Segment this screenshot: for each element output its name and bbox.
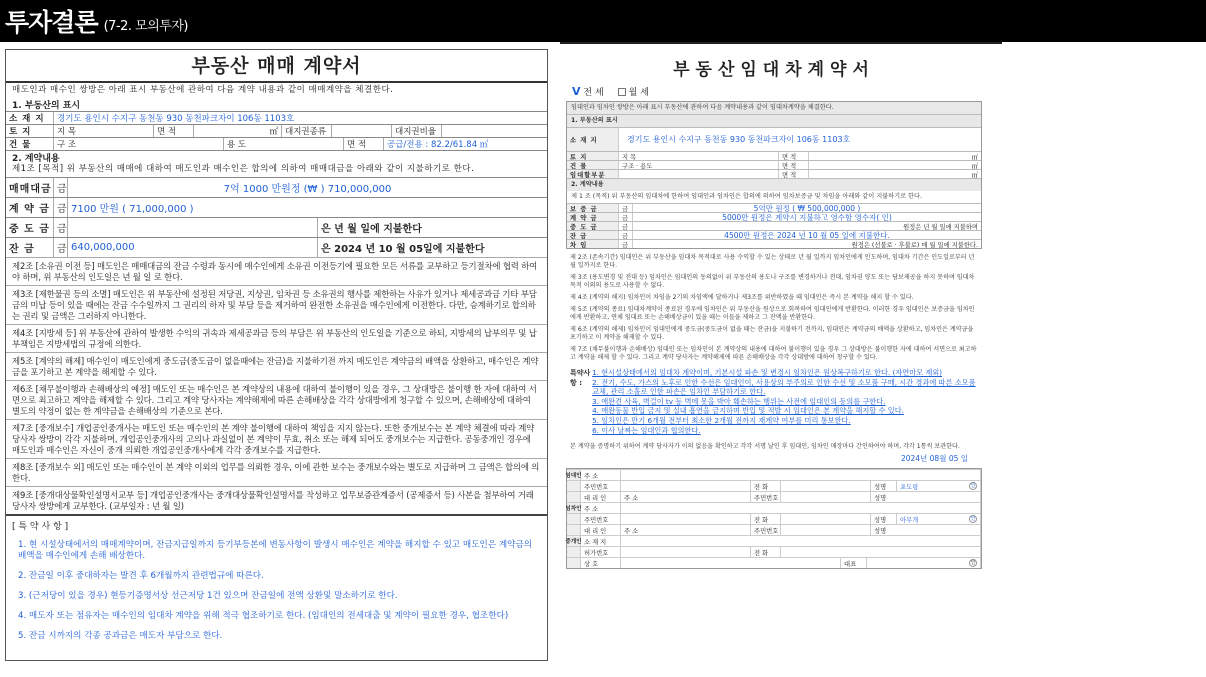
tenant-id-label: 주민번호	[581, 514, 621, 524]
sale-clause: 제6조 [채무불이행과 손해배상의 예정] 매도인 또는 매수인은 본 계약상의 내용에 대하여 불이행이 있을 경우, 그 상대방은 불이행 한 자에 대하여 서면으로 최고하고 계약을 해제할 수 있다. 그리고 계약 당사자는 계약해제에 따른 손해배상을 각각 상대방에게 청구할 수 있으며, 손해배상에 대하여 별도의 약정이 없는 한 계약금을 손해배상의 기준으로 본다.	[6, 380, 547, 419]
sale-special-item: 5. 잔금 시까지의 각종 공과금은 매도자 부담으로 한다.	[18, 631, 223, 641]
lease-building-area: 면 적	[779, 161, 809, 169]
lease-part-label: 임대할부분	[567, 170, 619, 178]
landlord-id-value	[621, 481, 751, 491]
lease-location-label: 소 재 지	[567, 128, 619, 151]
checkbox-icon	[618, 88, 626, 96]
lease-deposit-label: 보 증 금	[567, 204, 619, 212]
tenant-id-value	[621, 514, 751, 524]
lease-clauses	[566, 252, 982, 364]
building-area-value: 공급/전용 : 82.2/61.84 ㎡	[387, 140, 489, 150]
lease-property-box	[566, 101, 982, 249]
page-title: 투자결론	[5, 8, 98, 37]
lease-building-label: 건 물	[567, 161, 619, 169]
sale-clause1: 제1조 [목적] 위 부동산의 매매에 대하여 매도인과 매수인은 합의에 의하여 매매대금을 아래와 같이 지불하기로 한다.	[12, 164, 475, 174]
price-prefix: 금	[54, 178, 68, 197]
header-rule	[560, 42, 1002, 44]
broker-license-value	[621, 547, 751, 557]
balance-value: 640,000,000	[68, 238, 318, 257]
lease-part-value	[619, 170, 779, 178]
lease-deposit-prefix: 금	[619, 204, 633, 212]
broker-rep-label: 대표	[841, 558, 867, 568]
lease-building-unit: ㎡	[971, 162, 978, 169]
price-value: 7억 1000 만원정 (₩ ) 710,000,000	[223, 184, 392, 195]
wolse-option[interactable]	[618, 85, 649, 98]
tenant-side	[567, 503, 581, 513]
tenant-agent-address: 주 소	[621, 525, 751, 535]
landlord-name-value: 포도링	[900, 483, 919, 491]
sale-price-row	[6, 177, 547, 197]
tenant-phone-label: 전 화	[751, 514, 781, 524]
sale-clause: 제5조 [계약의 해제] 매수인이 매도인에게 중도금(중도금이 없을때에는 잔금)을 지불하기전 까지 매도인은 계약금의 배액을 상환하고, 매수인은 계약금을 포기하고 본 계약을 해제할 수 있다.	[6, 352, 547, 380]
jeonse-label: 전 세	[583, 88, 604, 98]
lease-rent-label: 차 임	[567, 240, 619, 248]
lease-special-item: 6. 이사 날짜는 임대인과 협의한다.	[592, 425, 701, 435]
broker-rep-seal	[867, 558, 981, 568]
landlord-address-label: 주 소	[581, 470, 621, 480]
building-use: 용 도	[224, 138, 344, 150]
lease-special-item: 1. 현시설상태에서의 임대차 계약이며, 기본시설 파손 및 변경시 임차인은 원상복구하기로 한다. (자연마모 제외)	[592, 368, 943, 377]
broker-phone-label: 전 화	[751, 547, 781, 557]
tenant-address-value	[621, 503, 981, 513]
tenant-agent-name: 성명	[871, 525, 981, 535]
lease-special-item: 2. 전기, 수도, 가스의 노후로 인한 수선은 임대인이, 사용상의 부주의로 인한 수선 및 소모품 구매, 시간 경과에 따른 소모품 교체, 관리 소홀로 인한 파손은 임차인 부담하기로 한다.	[592, 377, 976, 397]
lease-clause: 제 3조 (용도변경 및 전대 등) 임차인은 임대인의 동의없이 위 부동산의 용도나 구조를 변경하거나 전대, 임차권 양도 또는 담보제공을 하지 못하며 임대차 목적 이외의 용도로 사용할 수 없다.	[570, 274, 975, 289]
lease-deposit-value: 5억만 원정 ( ₩ 500,000,000 )	[753, 204, 861, 212]
building-structure: 구 조	[54, 138, 224, 150]
lease-date: 2024년 08월 05 일	[900, 454, 968, 464]
lease-balance-row	[567, 230, 981, 239]
sale-special-item: 1. 현 시설상태에서의 매매계약이며, 잔금지급일까지 등기부등본에 변동사항이 발생시 매수인은 계약을 해지할 수 있고 매도인은 계약금의 배액을 매수인에게 손해 배상한다.	[18, 540, 533, 561]
sale-special-item: 2. 잔금일 이후 중대하자는 발견 후 6개월까지 관련법규에 따른다.	[18, 571, 264, 581]
seal-icon: 인	[970, 516, 976, 523]
tenant-name	[897, 514, 981, 524]
tenant-phone-value	[781, 514, 871, 524]
lease-contract	[566, 56, 982, 666]
balance-prefix: 금	[54, 238, 68, 257]
broker-side-spacer	[567, 558, 581, 568]
lease-special-terms	[566, 364, 982, 439]
broker-office-row	[567, 535, 981, 546]
lease-rent-row	[567, 239, 981, 248]
land-right-type-value	[332, 125, 392, 137]
lease-clause: 제 4조 (계약의 해지) 임차인이 차임을 2기의 차임액에 달하거나 제3조를 위반하였을 때 임대인은 즉시 본 계약을 해지 할 수 있다.	[570, 294, 914, 301]
middle-prefix: 금	[54, 218, 68, 237]
seal-icon: 인	[970, 483, 976, 490]
sale-section2: 2. 계약내용	[6, 150, 547, 164]
land-jimok: 지 목	[54, 125, 154, 137]
lease-middle-label: 중 도 금	[567, 222, 619, 230]
broker-company-row	[567, 557, 981, 568]
lease-clause: 제 5조 (계약의 종료) 임대차계약이 종료된 경우에 임차인은 위 부동산을 원상으로 회복하여 임대인에게 반환한다. 이러한 경우 임대인은 보증금을 임차인에게 반환하고, 연체 임대료 또는 손해배상금이 있을 때는 이들을 제하고 그 잔액을 반환한다.	[570, 306, 975, 321]
lease-special-label: 특약사항 :	[570, 369, 591, 387]
middle-value	[68, 218, 318, 237]
lease-balance-value: 4500만 원정은 2024 년 10 월 05 일에 지불한다.	[724, 231, 890, 239]
broker-company-label: 상 호	[581, 558, 621, 568]
lease-location-row	[567, 127, 981, 151]
lease-section1: 1. 부동산의 표시	[567, 114, 981, 127]
location-value: 경기도 용인시 수지구 동천동 930 동천파크자이 106동 1103호	[57, 114, 295, 124]
sale-contract	[5, 49, 548, 661]
lease-land-unit: ㎡	[971, 153, 978, 160]
page-header	[0, 0, 1206, 42]
lease-clause1: 제 1 조 (목적) 위 부동산의 임대차에 한하여 임대인과 임차인은 합의에 의하여 임차보증금 및 차임을 아래와 같이 지불하기로 한다.	[571, 193, 922, 200]
landlord-phone-label: 전 화	[751, 481, 781, 491]
lease-section2: 2. 계약내용	[567, 178, 981, 191]
check-icon: V	[572, 85, 581, 98]
lease-intro: 임대인과 임차인 쌍방은 아래 표시 부동산에 관하여 다음 계약내용과 같이 임대차계약을 체결한다.	[567, 102, 981, 114]
landlord-agent-id-value	[781, 492, 871, 502]
land-right-ratio-value	[442, 125, 547, 137]
balance-suffix: 은 2024 년 10 월 05일에 지불한다	[321, 244, 485, 255]
broker-company-value	[621, 558, 841, 568]
lease-rent-prefix: 금	[619, 240, 633, 248]
lease-structure: 구조 · 용도	[619, 161, 779, 169]
broker-office-value	[621, 536, 981, 546]
sale-contract-title: 부동산 매매 계약서	[6, 50, 547, 83]
middle-label: 중 도 금	[6, 218, 54, 237]
lease-special-item: 3. 애완견 사육, 벽걸이 tv 등 벽에 못을 박아 훼손하는 행위는 사전에 임대인의 동의를 구한다.	[592, 396, 886, 406]
sale-section1: 1. 부동산의 표시	[12, 101, 81, 111]
landlord-agent-row	[567, 491, 981, 502]
tenant-agent-label: 대 리 인	[581, 525, 621, 535]
lease-signature-table	[566, 468, 982, 569]
sale-deposit-row	[6, 197, 547, 217]
sale-clause: 제2조 [소유권 이전 등] 매도인은 매매대금의 잔금 수령과 동시에 매수인에게 소유권 이전등기에 필요한 모든 서류를 교부하고 등기절차에 협력 하여야 하며, 위 부동산의 인도일은 년 월 일 로 한다.	[6, 257, 547, 285]
landlord-phone-value	[781, 481, 871, 491]
landlord-id-label: 주민번호	[581, 481, 621, 491]
landlord-address-value	[621, 470, 981, 480]
broker-license-row	[567, 546, 981, 557]
land-label: 토 지	[6, 125, 54, 137]
broker-side-label: 중개인	[565, 539, 582, 546]
lease-middle-row	[567, 221, 981, 230]
land-area-unit: ㎡	[194, 125, 282, 137]
sale-middle-row	[6, 217, 547, 237]
tenant-address-label: 주 소	[581, 503, 621, 513]
landlord-side-spacer	[567, 492, 581, 502]
broker-side-spacer	[567, 547, 581, 557]
sale-special-header: [ 특 약 사 항 ]	[12, 522, 69, 532]
lease-contract-value: 5000만 원정은 계약시 지불하고 영수함 영수자( 인)	[722, 213, 892, 221]
balance-label: 잔 금	[6, 238, 54, 257]
sale-special-item: 3. (근저당이 있을 경우) 현등기증명서상 선근저당 1건 있으며 잔금일에 전액 상환및 말소하기로 한다.	[18, 591, 398, 601]
landlord-id-row	[567, 480, 981, 491]
sale-clauses	[6, 257, 547, 514]
building-area-label: 면 적	[344, 138, 384, 150]
sale-special-item: 4. 매도자 또는 점유자는 매수인의 임대차 계약을 위해 적극 협조하기로 한다. (임대인의 전세대출 및 계약이 필요한 경우, 협조한다)	[18, 611, 509, 621]
tenant-name-value: 아무개	[900, 516, 919, 524]
lease-contract-prefix: 금	[619, 213, 633, 221]
sale-balance-row	[6, 237, 547, 257]
tenant-id-row	[567, 513, 981, 524]
sale-special-terms	[6, 514, 547, 654]
lease-type-checkboxes	[572, 85, 982, 98]
lease-building-row	[567, 160, 981, 169]
building-label: 건 물	[6, 138, 54, 150]
tenant-side-spacer	[567, 514, 581, 524]
tenant-side-spacer	[567, 525, 581, 535]
lease-balance-prefix: 금	[619, 231, 633, 239]
landlord-agent-address: 주 소	[621, 492, 751, 502]
broker-office-label: 소 재 지	[581, 536, 621, 546]
deposit-value: 7100 만원 ( 71,000,000 )	[71, 204, 194, 215]
lease-part-unit: ㎡	[971, 171, 978, 178]
sale-clause: 제8조 [중개보수 외] 매도인 또는 매수인이 본 계약 이외의 업무를 의뢰한 경우, 이에 관한 보수는 중개보수와는 별도로 지급하며 그 금액은 합의에 의한다.	[6, 458, 547, 486]
lease-part-row	[567, 169, 981, 178]
tenant-side-label: 임차인	[565, 506, 582, 513]
lease-special-item: 5. 임차인은 만기 6개월 전부터 최소한 2개월 전까지 재계약 여부를 미리 통보한다.	[592, 415, 851, 425]
sale-location-row	[6, 111, 547, 124]
middle-suffix: 은 년 월 일에 지불한다	[321, 224, 422, 235]
landlord-agent-id: 주민번호	[751, 492, 781, 502]
lease-contract-label: 계 약 금	[567, 213, 619, 221]
broker-phone-value	[781, 547, 981, 557]
landlord-side	[567, 470, 581, 480]
price-label: 매매대금	[6, 178, 54, 197]
sale-intro: 매도인과 매수인 쌍방은 아래 표시 부동산에 관하여 다음 계약 내용과 같이 매매계약을 체결한다.	[12, 85, 394, 95]
landlord-agent-name: 성명	[871, 492, 981, 502]
sale-building-row	[6, 137, 547, 150]
landlord-agent-label: 대 리 인	[581, 492, 621, 502]
lease-rent-value: 원정은 (선불로 · 후불로) 매 월 일에 지불한다.	[851, 241, 978, 248]
lease-middle-value: 원정은 년 월 일에 지불하며	[903, 223, 978, 230]
location-label: 소 재 지	[6, 112, 54, 124]
wolse-label: 월 세	[628, 88, 649, 98]
lease-contract-row	[567, 212, 981, 221]
lease-clause: 제 2조 (존속기간) 임대인은 위 부동산을 임대차 목적대로 사용 수익할 수 있는 상태로 년 월 일까지 임차인에게 인도하며, 임대차 기간은 인도일로부터 년 월 일까지로 한다.	[570, 254, 975, 269]
broker-side	[567, 536, 581, 546]
sale-clause: 제4조 [지방세 등] 위 부동산에 관하여 발생한 수익의 귀속과 제세공과금 등의 부담은 위 부동산의 인도일을 기준으로 하되, 지방세의 납부의무 및 납부책임은 지방세법의 규정에 의한다.	[6, 324, 547, 352]
page-subtitle: (7-2. 모의투자)	[103, 18, 188, 34]
lease-land-row	[567, 151, 981, 160]
lease-special-item: 4. 애완동물 반입 금지 및 실내 흡연을 금지하며 반입 및 적발 시 임대인은 본 계약을 해지할 수 있다.	[592, 406, 904, 416]
lease-location-value: 경기도 용인시 수지구 동천동 930 동천파크자이 106동 1103호	[627, 135, 851, 144]
lease-part-area: 면 적	[779, 170, 809, 178]
seal-icon: 인	[970, 560, 976, 567]
lease-balance-label: 잔 금	[567, 231, 619, 239]
tenant-agent-id-value	[781, 525, 871, 535]
jeonse-option[interactable]	[572, 85, 604, 98]
tenant-agent-id: 주민번호	[751, 525, 781, 535]
landlord-name-label: 성명	[871, 481, 897, 491]
lease-proof: 본 계약을 증명하기 위하여 계약 당사자가 이의 없음을 확인하고 각각 서명 날인 후 임대인, 임차인 매장마다 간인하여야 하며, 각각 1통씩 보관한다.	[570, 443, 960, 451]
deposit-label: 계 약 금	[6, 198, 54, 217]
broker-license-label: 허가번호	[581, 547, 621, 557]
sale-clause: 제9조 [중개대상물확인설명서교부 등] 개업공인중개사는 중개대상물확인설명서를 작성하고 업무보증관계증서 (공제증서 등) 사본을 첨부하여 거래당사자 쌍방에게 교부한다. (교부일자 : 년 월 일)	[6, 486, 547, 514]
landlord-name	[897, 481, 981, 491]
landlord-side-label: 임대인	[565, 473, 582, 480]
lease-middle-prefix: 금	[619, 222, 633, 230]
deposit-prefix: 금	[54, 198, 68, 217]
tenant-name-label: 성명	[871, 514, 897, 524]
landlord-address-row	[567, 469, 981, 480]
land-right-ratio: 대지권비율	[392, 125, 442, 137]
lease-clause: 제 6조 (계약의 해제) 임차인이 임대인에게 중도금(중도금이 없을 때는 잔금)을 지불하기 전까지, 임대인은 계약금의 배액을 상환하고, 임차인은 계약금을 포기하고 이 계약을 해제할 수 있다.	[570, 326, 974, 341]
tenant-address-row	[567, 502, 981, 513]
lease-land-label: 토 지	[567, 152, 619, 160]
lease-jimok: 지 목	[619, 152, 779, 160]
sale-land-row	[6, 124, 547, 137]
lease-contract-title: 부동산임대차계약서	[673, 60, 875, 80]
landlord-side-spacer	[567, 481, 581, 491]
land-right-type: 대지권종류	[282, 125, 332, 137]
lease-land-area: 면 적	[779, 152, 809, 160]
sale-clause: 제7조 [중개보수] 개업공인중개사는 매도인 또는 매수인의 본 계약 불이행에 대하여 책임을 지지 않는다. 또한 중개보수는 본 계약 체결에 따라 계약 당사자 쌍방이 각각 지불하며, 개업공인중개사의 고의나 과실없이 본 계약이 무효, 취소 또는 해제 되어도 중개보수는 지급한다. 공동중개인 경우에 매도인과 매수인은 자신이 중개 의뢰한 개업공인중개사에게 각각 중개보수를 지급한다.	[6, 419, 547, 458]
land-area-label: 면 적	[154, 125, 194, 137]
sale-clause: 제3조 [제한물권 등의 소멸] 매도인은 위 부동산에 설정된 저당권, 지상권, 임차권 등 소유권의 행사를 제한하는 사유가 있거나 제세공과금 기타 부담금의 미납 등이 있을 때에는 잔금 수수일까지 그 권리의 하자 및 부담 등을 제거하여 완전한 소유권을 매수인에게 이전한다. 다만, 승계하기로 합의하는 권리 및 금액은 그러하지 아니한다.	[6, 285, 547, 324]
lease-special-items	[592, 368, 978, 435]
tenant-agent-row	[567, 524, 981, 535]
lease-deposit-row	[567, 203, 981, 212]
lease-clause: 제 7조 (채무불이행과 손해배상) 임대인 또는 임차인이 본 계약상의 내용에 대하여 불이행이 있을 경우 그 상대방은 불이행한 자에 대하여 서면으로 최고하고 계약을 해제 할 수 있다. 그리고 계약 당사자는 계약해제에 따른 손해배상을 각각 상대방에 대하여 청구할 수 있다.	[570, 346, 977, 361]
